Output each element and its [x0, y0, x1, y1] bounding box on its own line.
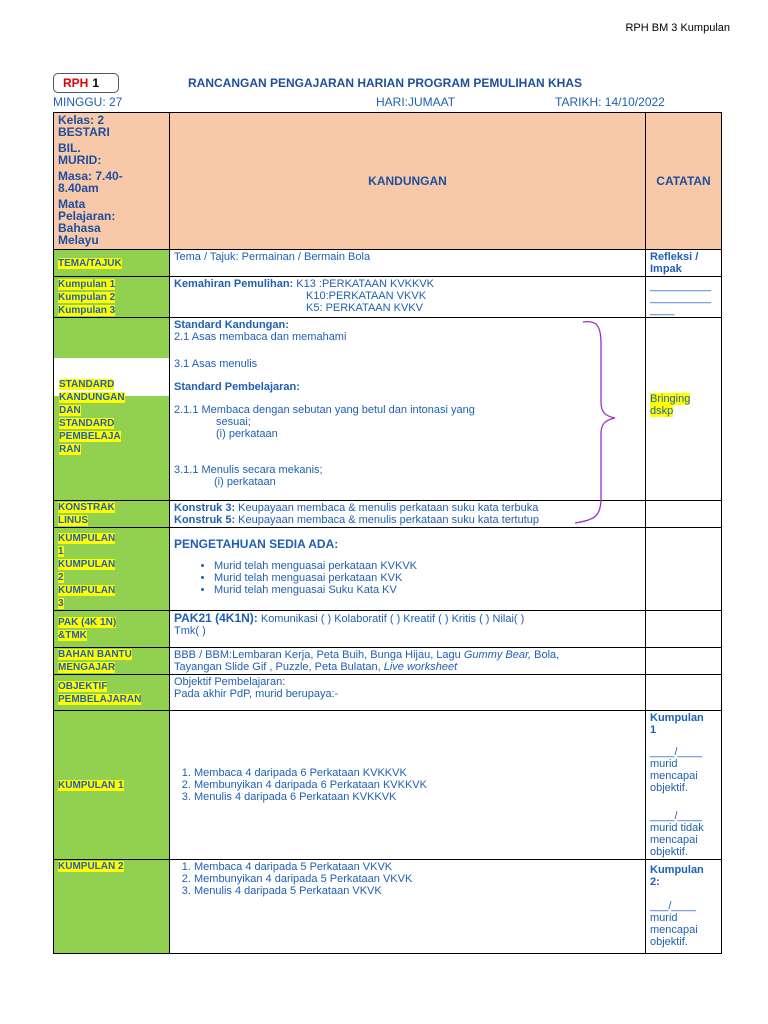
bbm-content: BBB / BBM:Lembaran Kerja, Peta Buih, Bunga Hijau, Lagu Gummy Bear, Bola, Tayangan Slide Gif , Puzzle, Peta Bulatan, Live worksheet [170, 648, 646, 675]
kumpulan1-row [54, 711, 722, 860]
list-item: 3. Menulis 4 daripada 6 Perkataan KVKKVK [194, 791, 641, 803]
page-header: RPH BM 3 Kumpulan [625, 22, 730, 34]
psa-row [54, 528, 722, 611]
rph-label: RPH [63, 76, 89, 90]
list-item: 2. Membunyikan 4 daripada 5 Perkataan VKVK [194, 873, 641, 885]
kumpulan2-row [54, 860, 722, 954]
list-item: • Murid telah menguasai perkataan KVK [214, 572, 641, 584]
pak-label: PAK (4K 1N) &TMK [54, 611, 170, 648]
list-item: 3. Menulis 4 daripada 5 Perkataan VKVK [194, 885, 641, 897]
pak-row [54, 611, 722, 648]
kumpulan-labels: Kumpulan 1 Kumpulan 2 Kumpulan 3 [54, 277, 170, 318]
refleksi: Refleksi / Impak [646, 250, 722, 277]
standard-label: STANDARD KANDUNGAN DAN STANDARD PEMBELAJA RAN [54, 318, 170, 501]
objektif-content: Objektif Pembelajaran: Pada akhir PdP, murid berupaya:- [170, 675, 646, 711]
standard-content: Standard Kandungan: 2.1 Asas membaca dan memahami 3.1 Asas menulis Standard Pembelajaran: 2.1.1 Membaca dengan sebutan yang betul dan intonasi yang sesuai; (i) perkataan 3.1.1 Menulis secara mekanis; (i) perkataan [170, 318, 646, 501]
catatan-header: CATATAN [646, 113, 722, 250]
header-row [54, 113, 722, 250]
kemahiran-row [54, 277, 722, 318]
minggu: MINGGU: 27 [53, 95, 123, 109]
kemahiran: Kemahiran Pemulihan: K13 :PERKATAAN KVKKVK K10:PERKATAAN VKVK K5: PERKATAAN KVKV [170, 277, 646, 318]
standard-row [54, 318, 722, 501]
class-info: Kelas: 2 BESTARI BIL. MURID: Masa: 7.40- 8.40am Mata Pelajaran: Bahasa Melayu [54, 113, 170, 250]
tema-label: TEMA/TAJUK [58, 257, 122, 269]
bbm-row [54, 648, 722, 675]
tema-row [54, 250, 722, 277]
psa-content: PENGETAHUAN SEDIA ADA: • Murid telah menguasai perkataan KVKVK • Murid telah menguasai perkataan KVK • Murid telah menguasai Suku Kata KV [170, 528, 646, 611]
hari: HARI:JUMAAT [376, 95, 456, 109]
tarikh: TARIKH: 14/10/2022 [555, 95, 665, 109]
k2-label: KUMPULAN 2 [54, 860, 170, 954]
list-item: • Murid telah menguasai perkataan KVKVK [214, 560, 641, 572]
rph-box [53, 73, 119, 93]
pak-content: PAK21 (4K1N): Komunikasi ( ) Kolaboratif ( ) Kreatif ( ) Kritis ( ) Nilai( ) Tmk( ) [170, 611, 646, 648]
k1-objectives [170, 711, 646, 860]
list-item: • Murid telah menguasai Suku Kata KV [214, 584, 641, 596]
rph-number: 1 [92, 76, 100, 90]
objektif-label: OBJEKTIF PEMBELAJARAN [54, 675, 170, 711]
k2-objectives [170, 860, 646, 954]
bringing-dskp: Bringing dskp [646, 318, 722, 501]
k2-catatan: Kumpulan 2: ___/____ murid mencapai objektif. [646, 860, 722, 954]
lesson-plan-table [53, 112, 722, 954]
list-item: 2. Membunyikan 4 daripada 6 Perkataan KVKKVK [194, 779, 641, 791]
list-item: 1. Membaca 4 daripada 6 Perkataan KVKKVK [194, 767, 641, 779]
bbm-label: BAHAN BANTU MENGAJAR [54, 648, 170, 675]
catatan-blanks: __________ __________ ____ [646, 277, 722, 318]
k1-catatan: Kumpulan 1 ____/____ murid mencapai objektif. ____/____ murid tidak mencapai objektif. [646, 711, 722, 860]
psa-label: KUMPULAN 1 KUMPULAN 2 KUMPULAN 3 [54, 528, 170, 611]
konstrak-content: Konstruk 3: Keupayaan membaca & menulis perkataan suku kata terbuka Konstruk 5: Keupayaan membaca & menulis perkataan suku kata tertutup [170, 501, 646, 528]
kandungan-header: KANDUNGAN [170, 113, 646, 250]
tema-text: Tema / Tajuk: Permainan / Bermain Bola [170, 250, 646, 277]
document-title: RANCANGAN PENGAJARAN HARIAN PROGRAM PEMULIHAN KHAS [188, 76, 583, 90]
list-item: 1. Membaca 4 daripada 5 Perkataan VKVK [194, 861, 641, 873]
konstrak-label: KONSTRAK LINUS [54, 501, 170, 528]
curly-brace [575, 320, 625, 525]
k1-label: KUMPULAN 1 [54, 711, 170, 860]
objektif-row [54, 675, 722, 711]
